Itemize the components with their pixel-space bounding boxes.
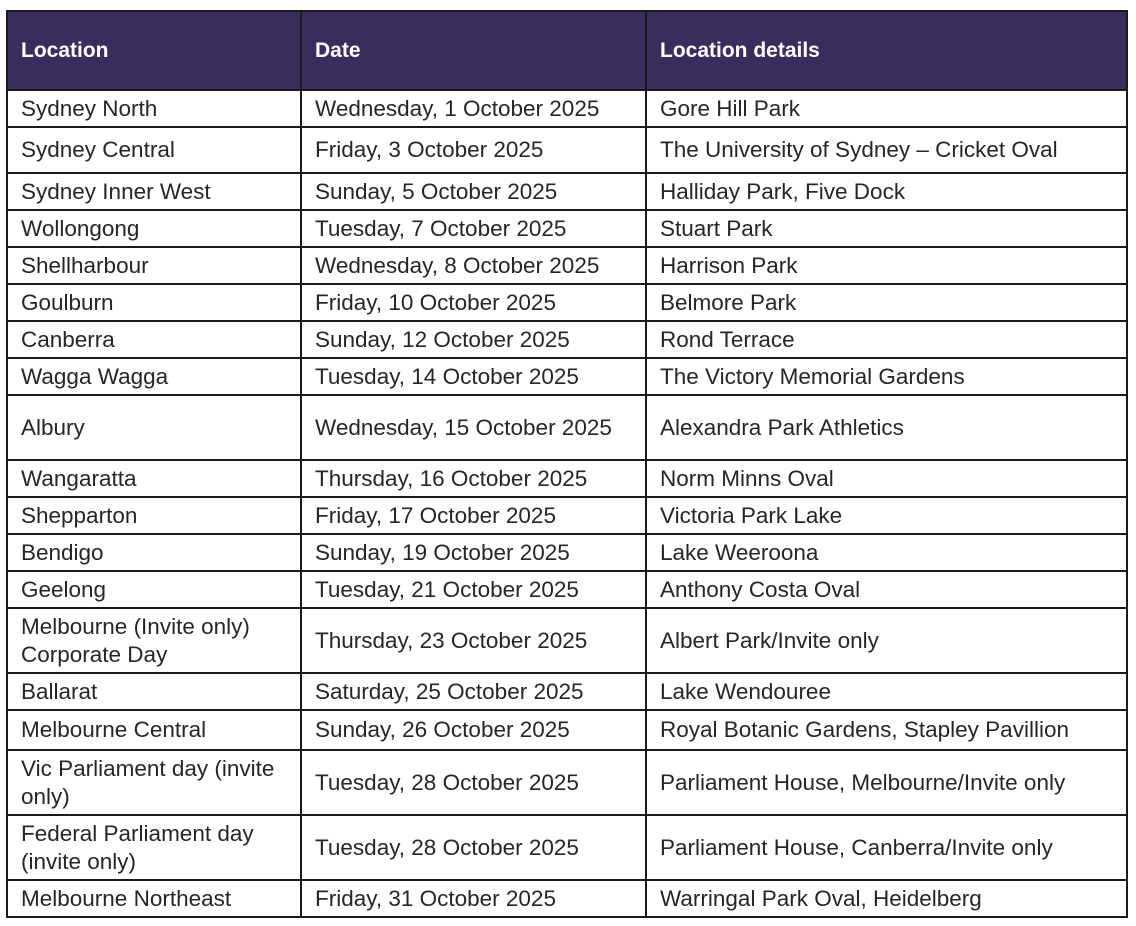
details-cell: Halliday Park, Five Dock [646, 173, 1127, 210]
details-cell: Albert Park/Invite only [646, 608, 1127, 673]
location-cell: Vic Parliament day (invite only) [7, 750, 301, 815]
details-cell: Parliament House, Melbourne/Invite only [646, 750, 1127, 815]
details-cell: Victoria Park Lake [646, 497, 1127, 534]
table-row [7, 673, 1127, 710]
events-table [6, 10, 1128, 918]
date-cell: Tuesday, 28 October 2025 [301, 815, 646, 880]
table-row [7, 90, 1127, 127]
details-cell: Royal Botanic Gardens, Stapley Pavillion [646, 710, 1127, 750]
date-cell: Friday, 17 October 2025 [301, 497, 646, 534]
details-cell: Parliament House, Canberra/Invite only [646, 815, 1127, 880]
table-row [7, 608, 1127, 673]
location-cell: Wollongong [7, 210, 301, 247]
table-row [7, 571, 1127, 608]
details-cell: Gore Hill Park [646, 90, 1127, 127]
table-row [7, 127, 1127, 173]
location-cell: Ballarat [7, 673, 301, 710]
date-cell: Wednesday, 15 October 2025 [301, 395, 646, 460]
table-row [7, 710, 1127, 750]
table-row [7, 247, 1127, 284]
table-row [7, 534, 1127, 571]
table-row [7, 460, 1127, 497]
table-row [7, 321, 1127, 358]
location-cell: Sydney Inner West [7, 173, 301, 210]
location-cell: Wagga Wagga [7, 358, 301, 395]
table-row [7, 284, 1127, 321]
table-row [7, 880, 1127, 917]
location-cell: Wangaratta [7, 460, 301, 497]
table-row [7, 210, 1127, 247]
details-cell: Harrison Park [646, 247, 1127, 284]
date-cell: Tuesday, 14 October 2025 [301, 358, 646, 395]
date-cell: Friday, 3 October 2025 [301, 127, 646, 173]
location-cell: Sydney Central [7, 127, 301, 173]
table-row [7, 173, 1127, 210]
details-cell: The Victory Memorial Gardens [646, 358, 1127, 395]
header-date: Date [301, 11, 646, 90]
date-cell: Tuesday, 7 October 2025 [301, 210, 646, 247]
date-cell: Wednesday, 8 October 2025 [301, 247, 646, 284]
table-row [7, 497, 1127, 534]
location-cell: Federal Parliament day (invite only) [7, 815, 301, 880]
header-location: Location [7, 11, 301, 90]
date-cell: Sunday, 5 October 2025 [301, 173, 646, 210]
location-cell: Goulburn [7, 284, 301, 321]
date-cell: Friday, 31 October 2025 [301, 880, 646, 917]
location-cell: Shepparton [7, 497, 301, 534]
location-cell: Melbourne Northeast [7, 880, 301, 917]
date-cell: Sunday, 26 October 2025 [301, 710, 646, 750]
details-cell: Lake Wendouree [646, 673, 1127, 710]
table-row [7, 395, 1127, 460]
location-cell: Melbourne (Invite only) Corporate Day [7, 608, 301, 673]
location-cell: Geelong [7, 571, 301, 608]
header-location-details: Location details [646, 11, 1127, 90]
details-cell: Anthony Costa Oval [646, 571, 1127, 608]
table-row [7, 750, 1127, 815]
details-cell: Norm Minns Oval [646, 460, 1127, 497]
location-cell: Albury [7, 395, 301, 460]
details-cell: Lake Weeroona [646, 534, 1127, 571]
table-row [7, 815, 1127, 880]
date-cell: Thursday, 16 October 2025 [301, 460, 646, 497]
location-cell: Shellharbour [7, 247, 301, 284]
location-cell: Bendigo [7, 534, 301, 571]
date-cell: Saturday, 25 October 2025 [301, 673, 646, 710]
date-cell: Tuesday, 28 October 2025 [301, 750, 646, 815]
date-cell: Sunday, 12 October 2025 [301, 321, 646, 358]
details-cell: Warringal Park Oval, Heidelberg [646, 880, 1127, 917]
location-cell: Canberra [7, 321, 301, 358]
date-cell: Wednesday, 1 October 2025 [301, 90, 646, 127]
date-cell: Thursday, 23 October 2025 [301, 608, 646, 673]
location-cell: Melbourne Central [7, 710, 301, 750]
details-cell: Stuart Park [646, 210, 1127, 247]
date-cell: Friday, 10 October 2025 [301, 284, 646, 321]
details-cell: Belmore Park [646, 284, 1127, 321]
details-cell: Rond Terrace [646, 321, 1127, 358]
details-cell: The University of Sydney – Cricket Oval [646, 127, 1127, 173]
date-cell: Sunday, 19 October 2025 [301, 534, 646, 571]
details-cell: Alexandra Park Athletics [646, 395, 1127, 460]
header-row [7, 11, 1127, 90]
location-cell: Sydney North [7, 90, 301, 127]
date-cell: Tuesday, 21 October 2025 [301, 571, 646, 608]
table-row [7, 358, 1127, 395]
